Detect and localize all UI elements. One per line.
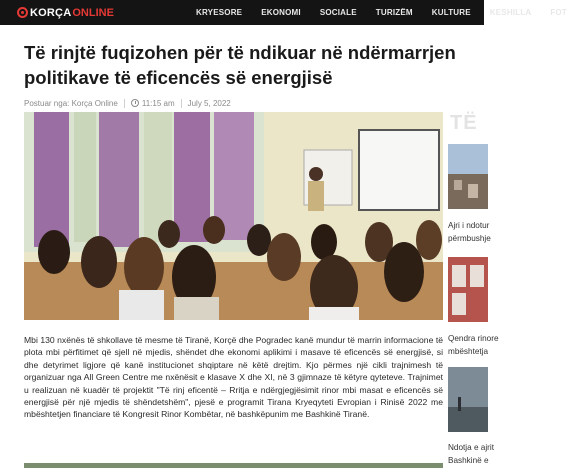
meta-divider bbox=[124, 99, 125, 108]
sidebar-item-2-line1: Qendra rinore bbox=[448, 334, 499, 343]
sidebar-item-1[interactable] bbox=[448, 220, 508, 245]
article-date[interactable]: July 5, 2022 bbox=[187, 98, 231, 108]
nav-item-turizem[interactable]: TURIZËM bbox=[375, 8, 413, 17]
article-image bbox=[24, 112, 443, 320]
article-title bbox=[24, 40, 484, 90]
article-meta bbox=[24, 97, 231, 109]
sidebar-thumb-2-icon[interactable] bbox=[448, 257, 488, 322]
sidebar-item-2-line2: mbështetja bbox=[448, 346, 489, 356]
article-time: 11:15 am bbox=[141, 98, 175, 108]
meta-divider bbox=[181, 99, 182, 108]
sidebar-item-3-line1: Ndotja e ajrit bbox=[448, 443, 494, 452]
sidebar bbox=[448, 112, 499, 468]
nav-item-keshilla[interactable]: KESHILLA bbox=[489, 8, 532, 17]
nav-item-foto[interactable]: FOT bbox=[550, 8, 567, 17]
sidebar-heading: TË bbox=[450, 112, 478, 134]
logo-sub-text: ONLINE bbox=[72, 6, 114, 19]
top-navigation-bar bbox=[0, 0, 567, 25]
logo-icon bbox=[17, 7, 28, 18]
article-author[interactable]: Postuar nga: Korça Online bbox=[24, 98, 118, 108]
nav-item-sociale[interactable]: SOCIALE bbox=[319, 8, 357, 17]
article-title-line1: Të rinjtë fuqizohen për të ndikuar në ndërmarrjen bbox=[24, 42, 456, 63]
nav-item-kulture[interactable]: KULTURE bbox=[431, 8, 471, 17]
article-body: Mbi 130 nxënës të shkollave të mesme të Tiranë, Korçë dhe Pogradec kanë mundur të marrin informacione të plota mbi përfitimet që sjell në mjedis, shëndet dhe ekonomi aplikimi i masave të eficencës së energjisë, si dhe detyrimet ligjore që kanë institucionet shqiptare në këtë drejtim. Kjo përmes një cikli trajnimesh të organizuar nga All Green Centre me nxënësit e klasave X dhe XI, në 3 gjimnaze të këtyre qyteteve. Trajnimet u realizuan në kuadër të projektit "Të rinj eficentë – Rritja e ndërgjegjësimit rinor mbi masat e eficencës së energjisë për një mjedis të shëndetshëm", pjesë e programit Tirana Kryeqyteti Evropian i Rinisë 2022 me mbështetjen financiare të Kongresit Rinor Kombëtar, në bashkëpunim me Bashkinë Tiranë. bbox=[24, 335, 443, 420]
classroom-photo-icon bbox=[24, 112, 443, 320]
sidebar-thumb-1-icon[interactable] bbox=[448, 144, 488, 209]
sidebar-item-3[interactable] bbox=[448, 442, 508, 467]
sidebar-thumb-3-icon[interactable] bbox=[448, 367, 488, 432]
article-title-line2: politikave të eficencës së energjisë bbox=[24, 67, 333, 88]
sidebar-item-1-line1: Ajri i ndotur bbox=[448, 221, 490, 230]
sidebar-item-2[interactable] bbox=[448, 333, 508, 358]
article-second-image bbox=[24, 463, 443, 468]
clock-icon bbox=[131, 99, 139, 107]
nav-item-ekonomi[interactable]: EKONOMI bbox=[261, 8, 301, 17]
sidebar-item-3-line2: Bashkinë e bbox=[448, 455, 489, 465]
nav-item-kryesore[interactable]: KRYESORE bbox=[196, 8, 243, 17]
site-logo[interactable] bbox=[17, 5, 114, 20]
main-nav bbox=[196, 0, 586, 25]
logo-main-text: KORÇA bbox=[30, 6, 72, 19]
sidebar-item-1-line2: përmbushje bbox=[448, 233, 491, 243]
